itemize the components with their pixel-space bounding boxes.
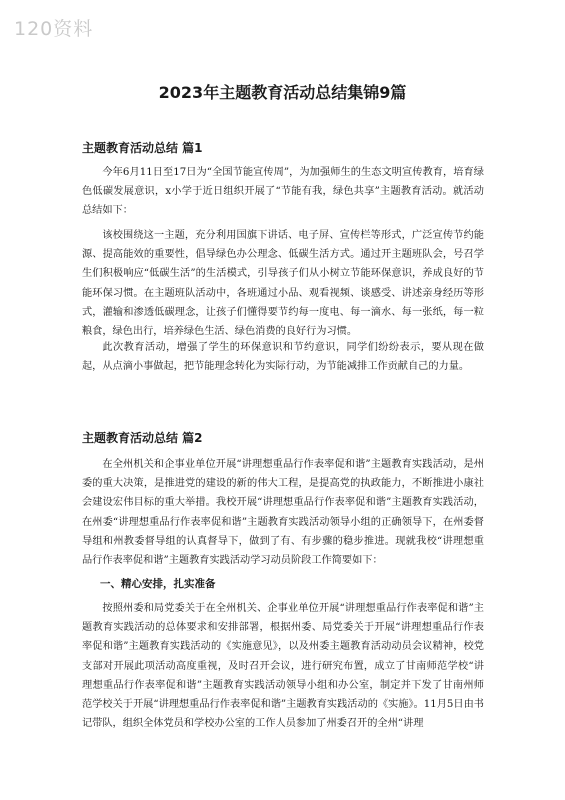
section-heading-2: 主题教育活动总结 篇2	[82, 431, 203, 445]
paragraph: 此次教育活动，增强了学生的环保意识和节约意识，同学们纷纷表示，要从现在做起，从点滴小事做起，把节能理念转化为实际行动，为节能减排工作贡献自己的力量。	[82, 342, 484, 373]
document-title: 2023年主题教育活动总结集锦9篇	[158, 83, 407, 102]
paragraph: 该校围绕这一主题，充分利用国旗下讲话、电子屏、宣传栏等形式，广泛宣传节约能源、提高能效的重要性，倡导绿色办公理念、低碳生活方式。通过开主题班队会，号召学生们积极响应“低碳生活”的生活模式，引导孩子们从小树立节能环保意识，养成良好的节能环保习惯。在主题班队活动中，各班通过小品、观看视频、谈感受、讲述亲身经历等形式，灌输和渗透低碳理念，让孩子们懂得要节约每一度电、每一滴水、每一张纸，每一粒粮食，绿色出行，培养绿色生活、绿色消费的良好行为习惯。	[82, 230, 484, 338]
watermark: 120资料	[14, 18, 94, 40]
paragraph: 按照州委和局党委关于在全州机关、企事业单位开展“讲理想重品行作表率促和谐”主题教育实践活动的总体要求和安排部署，根据州委、局党委关于开展“讲理想重品行作表率促和谐”主题教育实践活动的《实施意见》，以及州委主题教育活动动员会议精神，校党支部对开展此项活动高度重视，及时召开会议，进行研究布置，成立了甘南师范学校“讲理想重品行作表率促和谐”主题教育实践活动领导小组和办公室，制定并下发了甘南州师范学校关于开展“讲理想重品行作表率促和谐”主题教育实践活动的《实施》。11月5日由书记带队，组织全体党员和学校办公室的工作人员参加了州委召开的全州“讲理	[82, 603, 484, 730]
paragraph: 今年6月11日至17日为“全国节能宣传周”，为加强师生的生态文明宣传教育，培育绿色低碳发展意识，x小学于近日组织开展了“节能有我，绿色共享”主题教育活动。就活动总结如下：	[82, 167, 484, 217]
paragraph: 在全州机关和企事业单位开展“讲理想重品行作表率促和谐”主题教育实践活动，是州委的重大决策，是推进党的建设的新的伟大工程，是提高党的执政能力，不断推进小康社会建设宏伟目标的重大举措。我校开展“讲理想重品行作表率促和谐”主题教育实践活动，在州委“讲理想重品行作表率促和谐”主题教育实践活动领导小组的正确领导下，在州委督导组和州教委督导组的认真督导下，做到了有、有步骤的稳步推进。现就我校“讲理想重品行作表率促和谐”主题教育实践活动学习动员阶段工作简要如下：	[82, 459, 484, 567]
section-heading-1: 主题教育活动总结 篇1	[82, 141, 203, 155]
sub-heading: 一、精心安排，扎实准备	[100, 578, 216, 590]
